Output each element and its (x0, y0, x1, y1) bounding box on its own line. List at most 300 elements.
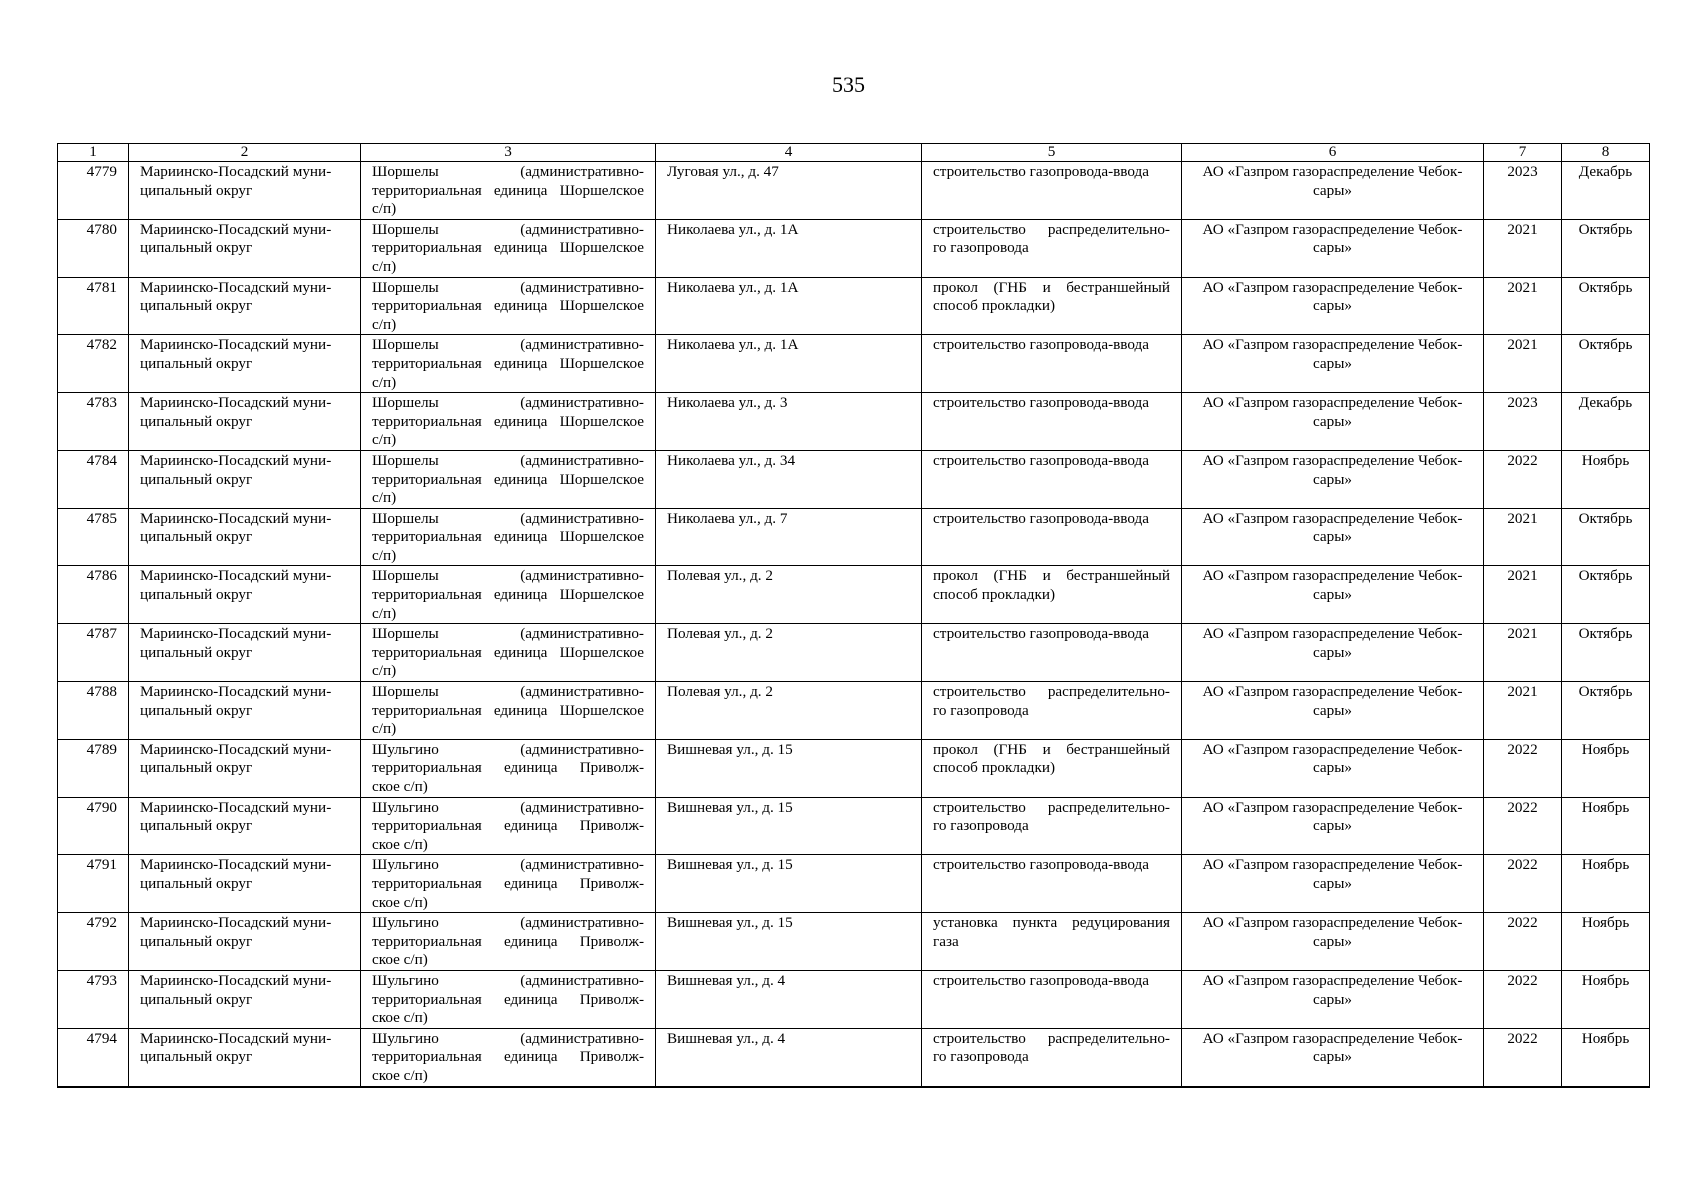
cell-line: ципальный округ (140, 297, 253, 315)
cell-line (372, 799, 644, 818)
cell-word: установка (933, 914, 998, 932)
work-type-cell (922, 219, 1182, 277)
cell-word: единица (493, 470, 548, 488)
cell-word: Шульгино (372, 1029, 439, 1047)
cell-line: АО «Газпром газораспределение Чебок- (1202, 971, 1463, 989)
table-row (58, 855, 1650, 913)
organization-cell (1182, 624, 1484, 682)
locality-cell (361, 566, 656, 624)
cell-line: сары» (1312, 528, 1353, 546)
cell-word: Шоршелское (559, 181, 644, 199)
cell-line: строительство газопровода-ввода (933, 394, 1149, 412)
locality-cell (361, 970, 656, 1028)
cell-word: редуцирования (1072, 914, 1170, 932)
organization-cell (1182, 797, 1484, 855)
cell-line (933, 567, 1170, 586)
cell-word: Шоршелы (372, 394, 439, 412)
district-cell (129, 855, 361, 913)
cell-line (372, 702, 644, 721)
cell-word: (административно- (520, 278, 644, 296)
cell-line: ское с/п) (372, 951, 428, 969)
month-cell: Октябрь (1562, 566, 1650, 624)
year-cell: 2022 (1484, 970, 1562, 1028)
cell-line (933, 799, 1170, 818)
cell-word: строительство (933, 1029, 1026, 1047)
cell-line: го газопровода (933, 1048, 1029, 1066)
cell-line: с/п) (372, 373, 397, 391)
cell-line (372, 221, 644, 240)
locality-cell (361, 219, 656, 277)
cell-word: (административно- (520, 971, 644, 989)
address-cell: Полевая ул., д. 2 (656, 682, 922, 740)
address-cell: Луговая ул., д. 47 (656, 162, 922, 220)
cell-line: ципальный округ (140, 701, 253, 719)
locality-cell (361, 162, 656, 220)
row-number: 4781 (58, 277, 129, 335)
organization-cell (1182, 682, 1484, 740)
cell-line: строительство газопровода-ввода (933, 163, 1149, 180)
month-cell: Ноябрь (1562, 450, 1650, 508)
year-cell: 2021 (1484, 682, 1562, 740)
cell-word: (административно- (520, 1029, 644, 1047)
month-cell: Ноябрь (1562, 739, 1650, 797)
year-cell: 2023 (1484, 393, 1562, 451)
column-header: 4 (656, 144, 922, 162)
cell-line: сары» (1312, 817, 1353, 835)
cell-line: ское с/п) (372, 1066, 428, 1084)
cell-line: строительство газопровода-ввода (933, 625, 1149, 643)
cell-word: единица (503, 932, 558, 950)
year-cell: 2021 (1484, 624, 1562, 682)
cell-word: Шоршелское (559, 239, 644, 257)
cell-line (372, 817, 644, 836)
organization-cell (1182, 913, 1484, 971)
cell-word: строительство (933, 683, 1026, 701)
cell-word: территориальная (372, 932, 482, 950)
table-row (58, 450, 1650, 508)
cell-word: (административно- (520, 220, 644, 238)
cell-word: (административно- (520, 451, 644, 469)
address-cell: Вишневая ул., д. 15 (656, 855, 922, 913)
organization-cell (1182, 855, 1484, 913)
cell-word: территориальная (372, 586, 482, 604)
cell-line: ципальный округ (140, 990, 253, 1008)
cell-word: Приволж- (579, 990, 644, 1008)
cell-line: сары» (1312, 701, 1353, 719)
month-cell: Октябрь (1562, 508, 1650, 566)
column-header: 6 (1182, 144, 1484, 162)
cell-line: АО «Газпром газораспределение Чебок- (1202, 740, 1463, 758)
cell-line: сары» (1312, 470, 1353, 488)
district-cell (129, 682, 361, 740)
locality-cell (361, 277, 656, 335)
cell-line: Мариинско-Посадский муни- (140, 336, 332, 354)
cell-line: сары» (1312, 643, 1353, 661)
cell-line: с/п) (372, 200, 397, 218)
cell-line (372, 914, 644, 933)
cell-line: Мариинско-Посадский муни- (140, 567, 332, 585)
row-number: 4785 (58, 508, 129, 566)
cell-line: Мариинско-Посадский муни- (140, 509, 332, 527)
cell-word: Шульгино (372, 856, 439, 874)
cell-line: с/п) (372, 720, 397, 738)
cell-line: сары» (1312, 586, 1353, 604)
cell-word: Шоршелское (559, 643, 644, 661)
district-cell (129, 970, 361, 1028)
cell-line (372, 567, 644, 586)
table-row (58, 393, 1650, 451)
cell-word: Шоршелское (559, 586, 644, 604)
table-row (58, 335, 1650, 393)
column-header-row (58, 144, 1650, 162)
cell-word: (административно- (520, 567, 644, 585)
district-cell (129, 624, 361, 682)
locality-cell (361, 393, 656, 451)
cell-word: строительство (933, 220, 1026, 238)
cell-word: Шоршелы (372, 278, 439, 296)
cell-line (372, 182, 644, 201)
locality-cell (361, 855, 656, 913)
district-cell (129, 1028, 361, 1086)
cell-word: территориальная (372, 643, 482, 661)
cell-word: бестраншейный (1066, 278, 1170, 296)
work-type-cell (922, 682, 1182, 740)
cell-line (933, 683, 1170, 702)
address-cell: Полевая ул., д. 2 (656, 566, 922, 624)
cell-line (372, 1048, 644, 1067)
cell-word: Шоршелы (372, 220, 439, 238)
cell-line: АО «Газпром газораспределение Чебок- (1202, 683, 1463, 701)
organization-cell (1182, 739, 1484, 797)
cell-word: Шоршелы (372, 451, 439, 469)
organization-cell (1182, 162, 1484, 220)
cell-line: Мариинско-Посадский муни- (140, 914, 332, 932)
cell-word: (административно- (520, 625, 644, 643)
address-cell: Вишневая ул., д. 4 (656, 970, 922, 1028)
address-cell: Николаева ул., д. 3 (656, 393, 922, 451)
cell-word: единица (493, 297, 548, 315)
cell-line: строительство газопровода-ввода (933, 336, 1149, 354)
locality-cell (361, 797, 656, 855)
cell-line: ское с/п) (372, 1009, 428, 1027)
cell-line: Мариинско-Посадский муни- (140, 856, 332, 874)
cell-word: Шоршелское (559, 528, 644, 546)
column-header: 1 (58, 144, 129, 162)
column-header: 3 (361, 144, 656, 162)
cell-word: единица (493, 239, 548, 257)
cell-word: распределительно- (1047, 683, 1170, 701)
year-cell: 2022 (1484, 739, 1562, 797)
cell-line (372, 239, 644, 258)
work-type-cell (922, 624, 1182, 682)
cell-word: и (1042, 740, 1051, 758)
year-cell: 2021 (1484, 219, 1562, 277)
district-cell (129, 393, 361, 451)
district-cell (129, 913, 361, 971)
cell-line (372, 759, 644, 778)
district-cell (129, 219, 361, 277)
cell-line (372, 394, 644, 413)
year-cell: 2021 (1484, 566, 1562, 624)
cell-line (372, 933, 644, 952)
district-cell (129, 335, 361, 393)
cell-line: АО «Газпром газораспределение Чебок- (1202, 336, 1463, 354)
cell-line (372, 528, 644, 547)
cell-line: ципальный округ (140, 412, 253, 430)
cell-line: с/п) (372, 604, 397, 622)
cell-line: АО «Газпром газораспределение Чебок- (1202, 798, 1463, 816)
cell-line: способ прокладки) (933, 759, 1056, 777)
cell-line: Мариинско-Посадский муни- (140, 625, 332, 643)
year-cell: 2022 (1484, 450, 1562, 508)
cell-line: го газопровода (933, 817, 1029, 835)
table-row (58, 970, 1650, 1028)
cell-word: и (1042, 567, 1051, 585)
cell-line: АО «Газпром газораспределение Чебок- (1202, 451, 1463, 469)
cell-line: Мариинско-Посадский муни- (140, 683, 332, 701)
cell-word: Приволж- (579, 932, 644, 950)
organization-cell (1182, 219, 1484, 277)
cell-line: ципальный округ (140, 181, 253, 199)
cell-line: с/п) (372, 489, 397, 507)
work-type-cell (922, 970, 1182, 1028)
address-cell: Вишневая ул., д. 15 (656, 739, 922, 797)
table-row (58, 162, 1650, 220)
table-row (58, 219, 1650, 277)
row-number: 4790 (58, 797, 129, 855)
page-number: 535 (832, 72, 865, 97)
cell-line: АО «Газпром газораспределение Чебок- (1202, 278, 1463, 296)
cell-line (372, 279, 644, 298)
cell-word: Приволж- (579, 874, 644, 892)
cell-line: сары» (1312, 181, 1353, 199)
cell-line: Мариинско-Посадский муни- (140, 278, 332, 296)
cell-word: распределительно- (1047, 1029, 1170, 1047)
cell-line: газа (933, 932, 959, 950)
cell-word: территориальная (372, 759, 482, 777)
cell-line (372, 297, 644, 316)
locality-cell (361, 739, 656, 797)
cell-line (372, 1030, 644, 1049)
locality-cell (361, 1028, 656, 1086)
cell-line: ципальный округ (140, 874, 253, 892)
cell-line: ципальный округ (140, 817, 253, 835)
cell-word: единица (493, 181, 548, 199)
cell-line (372, 452, 644, 471)
cell-word: Шоршелы (372, 163, 439, 180)
cell-line: строительство газопровода-ввода (933, 451, 1149, 469)
cell-line: АО «Газпром газораспределение Чебок- (1202, 163, 1463, 180)
cell-word: Шоршелы (372, 336, 439, 354)
cell-word: единица (493, 354, 548, 372)
cell-line: сары» (1312, 239, 1353, 257)
organization-cell (1182, 335, 1484, 393)
work-type-cell (922, 277, 1182, 335)
cell-line: строительство газопровода-ввода (933, 971, 1149, 989)
cell-line (372, 586, 644, 605)
cell-word: единица (503, 817, 558, 835)
cell-line: АО «Газпром газораспределение Чебок- (1202, 914, 1463, 932)
cell-word: Приволж- (579, 759, 644, 777)
cell-word: Шоршелы (372, 625, 439, 643)
address-cell: Николаева ул., д. 7 (656, 508, 922, 566)
year-cell: 2022 (1484, 913, 1562, 971)
column-header: 8 (1562, 144, 1650, 162)
address-cell: Полевая ул., д. 2 (656, 624, 922, 682)
table-row (58, 682, 1650, 740)
cell-word: Приволж- (579, 817, 644, 835)
cell-word: (административно- (520, 509, 644, 527)
cell-line: АО «Газпром газораспределение Чебок- (1202, 567, 1463, 585)
locality-cell (361, 335, 656, 393)
cell-line: ципальный округ (140, 1048, 253, 1066)
cell-word: (ГНБ (993, 740, 1027, 758)
year-cell: 2022 (1484, 855, 1562, 913)
row-number: 4787 (58, 624, 129, 682)
cell-line: го газопровода (933, 239, 1029, 257)
cell-line: ципальный округ (140, 586, 253, 604)
cell-line: сары» (1312, 412, 1353, 430)
work-type-cell (922, 393, 1182, 451)
cell-line: ципальный округ (140, 528, 253, 546)
month-cell: Ноябрь (1562, 855, 1650, 913)
cell-line (933, 221, 1170, 240)
cell-word: единица (503, 874, 558, 892)
cell-word: строительство (933, 798, 1026, 816)
table-row (58, 566, 1650, 624)
cell-word: (административно- (520, 914, 644, 932)
table-row (58, 797, 1650, 855)
locality-cell (361, 624, 656, 682)
cell-word: пункта (1012, 914, 1058, 932)
locality-cell (361, 682, 656, 740)
cell-line (372, 625, 644, 644)
cell-word: распределительно- (1047, 220, 1170, 238)
address-cell: Вишневая ул., д. 15 (656, 797, 922, 855)
cell-line (372, 644, 644, 663)
cell-line: сары» (1312, 1048, 1353, 1066)
cell-word: единица (493, 586, 548, 604)
cell-line (933, 1030, 1170, 1049)
cell-word: территориальная (372, 1048, 482, 1066)
work-type-cell (922, 913, 1182, 971)
cell-word: Шоршелское (559, 701, 644, 719)
cell-line (372, 510, 644, 529)
work-type-cell (922, 335, 1182, 393)
work-type-cell (922, 508, 1182, 566)
cell-line: с/п) (372, 546, 397, 564)
cell-line: способ прокладки) (933, 586, 1056, 604)
cell-word: (административно- (520, 163, 644, 180)
month-cell: Ноябрь (1562, 1028, 1650, 1086)
row-number: 4780 (58, 219, 129, 277)
cell-line: сары» (1312, 874, 1353, 892)
year-cell: 2021 (1484, 335, 1562, 393)
cell-word: единица (493, 701, 548, 719)
cell-line: сары» (1312, 297, 1353, 315)
cell-word: распределительно- (1047, 798, 1170, 816)
work-type-cell (922, 797, 1182, 855)
cell-line (933, 914, 1170, 933)
month-cell: Ноябрь (1562, 913, 1650, 971)
row-number: 4779 (58, 162, 129, 220)
cell-line (372, 413, 644, 432)
district-cell (129, 566, 361, 624)
row-number: 4782 (58, 335, 129, 393)
organization-cell (1182, 450, 1484, 508)
cell-line (372, 471, 644, 490)
cell-word: Шоршелы (372, 509, 439, 527)
cell-line (372, 683, 644, 702)
year-cell: 2021 (1484, 508, 1562, 566)
cell-word: территориальная (372, 297, 482, 315)
work-type-cell (922, 1028, 1182, 1086)
cell-line: АО «Газпром газораспределение Чебок- (1202, 1029, 1463, 1047)
cell-word: Шульгино (372, 914, 439, 932)
cell-word: территориальная (372, 181, 482, 199)
cell-word: (административно- (520, 798, 644, 816)
cell-word: (административно- (520, 394, 644, 412)
data-table (57, 143, 1650, 1088)
cell-word: и (1042, 278, 1051, 296)
cell-line (372, 336, 644, 355)
cell-line: Мариинско-Посадский муни- (140, 798, 332, 816)
organization-cell (1182, 508, 1484, 566)
month-cell: Ноябрь (1562, 797, 1650, 855)
district-cell (129, 797, 361, 855)
row-number: 4784 (58, 450, 129, 508)
address-cell: Николаева ул., д. 1А (656, 335, 922, 393)
cell-word: единица (503, 990, 558, 1008)
cell-line: ское с/п) (372, 893, 428, 911)
cell-line (933, 279, 1170, 298)
locality-cell (361, 450, 656, 508)
cell-word: (административно- (520, 683, 644, 701)
month-cell: Октябрь (1562, 277, 1650, 335)
year-cell: 2021 (1484, 277, 1562, 335)
cell-word: (ГНБ (993, 278, 1027, 296)
cell-line: Мариинско-Посадский муни- (140, 163, 332, 180)
cell-word: Шульгино (372, 740, 439, 758)
table-row (58, 1028, 1650, 1086)
work-type-cell (922, 450, 1182, 508)
cell-line: АО «Газпром газораспределение Чебок- (1202, 625, 1463, 643)
cell-line: ципальный округ (140, 759, 253, 777)
cell-line: ципальный округ (140, 932, 253, 950)
row-number: 4791 (58, 855, 129, 913)
row-number: 4792 (58, 913, 129, 971)
cell-word: Шоршелы (372, 683, 439, 701)
cell-line (372, 972, 644, 991)
cell-line: Мариинско-Посадский муни- (140, 451, 332, 469)
month-cell: Декабрь (1562, 393, 1650, 451)
month-cell: Октябрь (1562, 682, 1650, 740)
year-cell: 2022 (1484, 797, 1562, 855)
district-cell (129, 450, 361, 508)
cell-line: сары» (1312, 990, 1353, 1008)
district-cell (129, 277, 361, 335)
cell-line (372, 875, 644, 894)
cell-line: ципальный округ (140, 643, 253, 661)
cell-line: АО «Газпром газораспределение Чебок- (1202, 509, 1463, 527)
month-cell: Октябрь (1562, 335, 1650, 393)
year-cell: 2023 (1484, 162, 1562, 220)
cell-line: сары» (1312, 759, 1353, 777)
cell-line: Мариинско-Посадский муни- (140, 220, 332, 238)
district-cell (129, 739, 361, 797)
cell-line: строительство газопровода-ввода (933, 509, 1149, 527)
cell-word: (ГНБ (993, 567, 1027, 585)
